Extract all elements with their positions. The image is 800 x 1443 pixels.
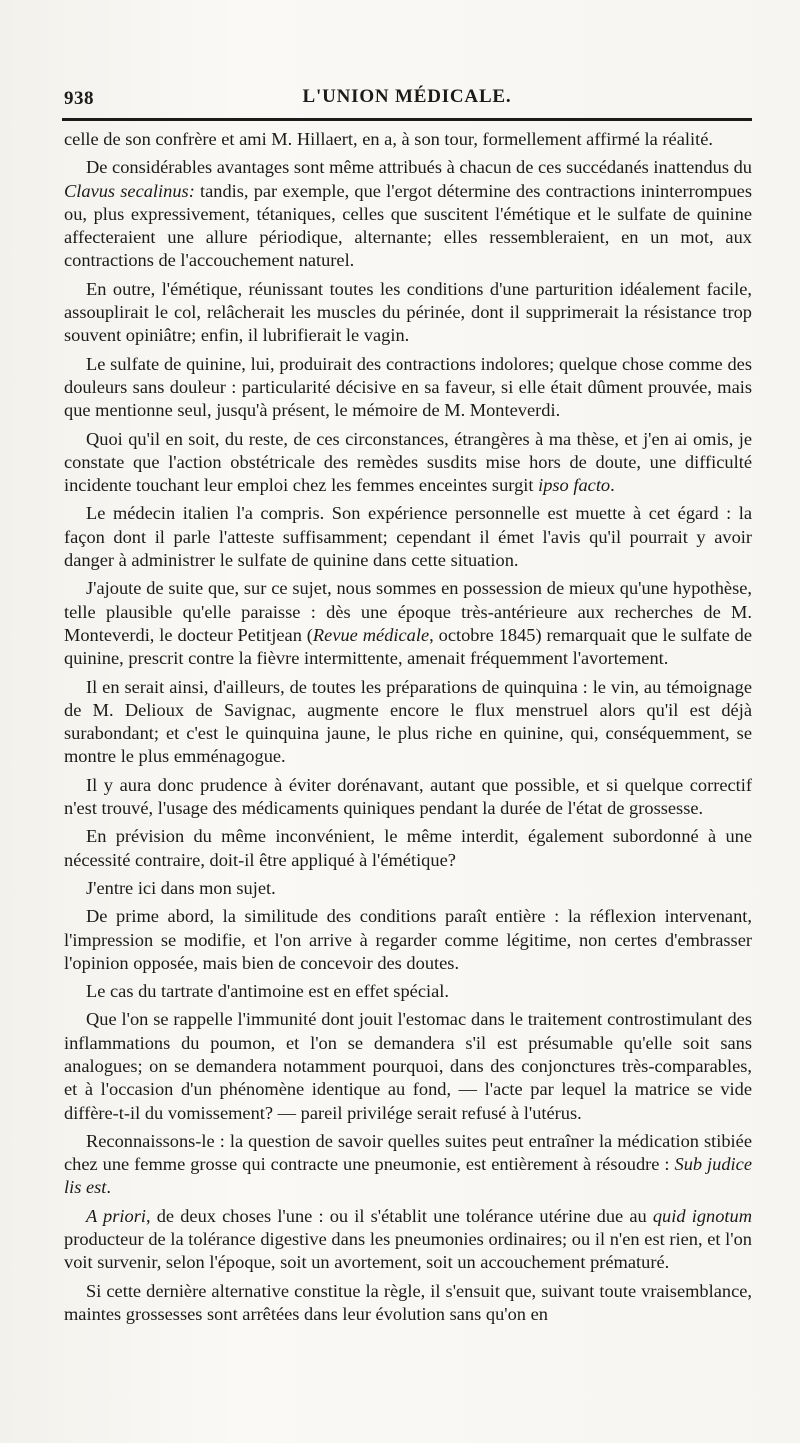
paragraph: En prévision du même inconvénient, le même interdit, également subordonné à une nécessité contraire, doit-il être appliqué à l'émétique? <box>64 826 752 870</box>
page-header <box>62 82 752 110</box>
paragraph: Si cette dernière alternative constitue la règle, il s'ensuit que, suivant toute vraisemblance, maintes grossesses sont arrêtées dans leur évolution sans qu'on en <box>64 1280 752 1324</box>
paragraph: Le sulfate de quinine, lui, produirait des contractions indolores; quelque chose comme des douleurs sans douleur : particularité décisive en sa faveur, si elle était dûment prouvée, mais que mentionne seul, jusqu'à présent, le mémoire de M. Monteverdi. <box>64 353 752 421</box>
paragraph: Il en serait ainsi, d'ailleurs, de toutes les préparations de quinquina : le vin, au témoignage de M. Delioux de Savignac, augmente encore le flux menstruel alors qu'il est déjà surabondant; et c'est le quinquina jaune, le plus riche en quinine, qui, conséquemment, se montre le plus emménagogue. <box>64 676 752 767</box>
paragraph: Quoi qu'il en soit, du reste, de ces circonstances, étrangères à ma thèse, et j'en ai omis, je constate que l'action obstétricale des remèdes susdits mise hors de doute, une difficulté incidente touchant leur emploi chez les femmes enceintes surgit ipso facto. <box>64 428 752 496</box>
page-number: 938 <box>64 88 94 109</box>
paragraph: A priori, de deux choses l'une : ou il s'établit une tolérance utérine due au quid ignotum producteur de la tolérance digestive dans les pneumonies ordinaires; ou il n'en est rien, et l'on voit survenir, selon l'époque, soit un avortement, soit un accouchement prématuré. <box>64 1205 752 1273</box>
paragraph: De considérables avantages sont même attribués à chacun de ces succédanés inattendus du Clavus secalinus: tandis, par exemple, que l'ergot détermine des contractions ininterrompues ou, plus expressivement, tétaniques, celles que suscitent l'émétique et le sulfate de quinine affecteraient une allure périodique, alternante; elles ressembleraient, en un mot, aux contractions de l'accouchement naturel. <box>64 157 752 271</box>
body-text <box>64 128 752 1326</box>
paragraph: Reconnaissons-le : la question de savoir quelles suites peut entraîner la médication stibiée chez une femme grosse qui contracte une pneumonie, est entièrement à résoudre : Sub judice lis est. <box>64 1130 752 1198</box>
running-title: L'UNION MÉDICALE. <box>302 86 512 107</box>
paragraph: J'entre ici dans mon sujet. <box>86 877 276 898</box>
paragraph: En outre, l'émétique, réunissant toutes les conditions d'une parturition idéalement facile, assouplirait le col, relâcherait les muscles du périnée, dont il supprimerait la résistance trop souvent opiniâtre; enfin, il lubrifierait le vagin. <box>64 278 752 346</box>
paragraph: Il y aura donc prudence à éviter dorénavant, autant que possible, et si quelque correctif n'est trouvé, l'usage des médicaments quiniques pendant la durée de l'état de grossesse. <box>64 774 752 819</box>
header-rule <box>62 118 752 121</box>
paragraph: celle de son confrère et ami M. Hillaert, en a, à son tour, formellement affirmé la réalité. <box>64 129 713 149</box>
paragraph: Le cas du tartrate d'antimoine est en effet spécial. <box>86 981 449 1002</box>
paragraph: Le médecin italien l'a compris. Son expérience personnelle est muette à cet égard : la façon dont il parle l'atteste suffisamment; cependant il émet l'avis qu'il pourrait y avoir danger à administrer le sulfate de quinine dans cette situation. <box>64 503 752 571</box>
paragraph: J'ajoute de suite que, sur ce sujet, nous sommes en possession de mieux qu'une hypothèse, telle plausible qu'elle paraisse : dès une époque très-antérieure aux recherches de M. Monteverdi, le docteur Petitjean (Revue médicale, octobre 1845) remarquait que le sulfate de quinine, prescrit contre la fièvre intermittente, amenait fréquemment l'avortement. <box>64 578 752 669</box>
paragraph: Que l'on se rappelle l'immunité dont jouit l'estomac dans le traitement controstimulant des inflammations du poumon, et l'on se demandera s'il est présumable qu'elle soit sans analogues; on se demandera notamment pourquoi, dans des conjonctures très-comparables, et à l'occasion d'un phénomène identique au fond, — l'acte par lequel la matrice se vide diffère-t-il du vomissement? — pareil privilége serait refusé à l'utérus. <box>64 1009 752 1123</box>
paragraph: De prime abord, la similitude des conditions paraît entière : la réflexion intervenant, l'impression se modifie, et l'on arrive à regarder comme légitime, non certes d'embrasser l'opinion opposée, mais bien de concevoir des doutes. <box>64 906 752 973</box>
